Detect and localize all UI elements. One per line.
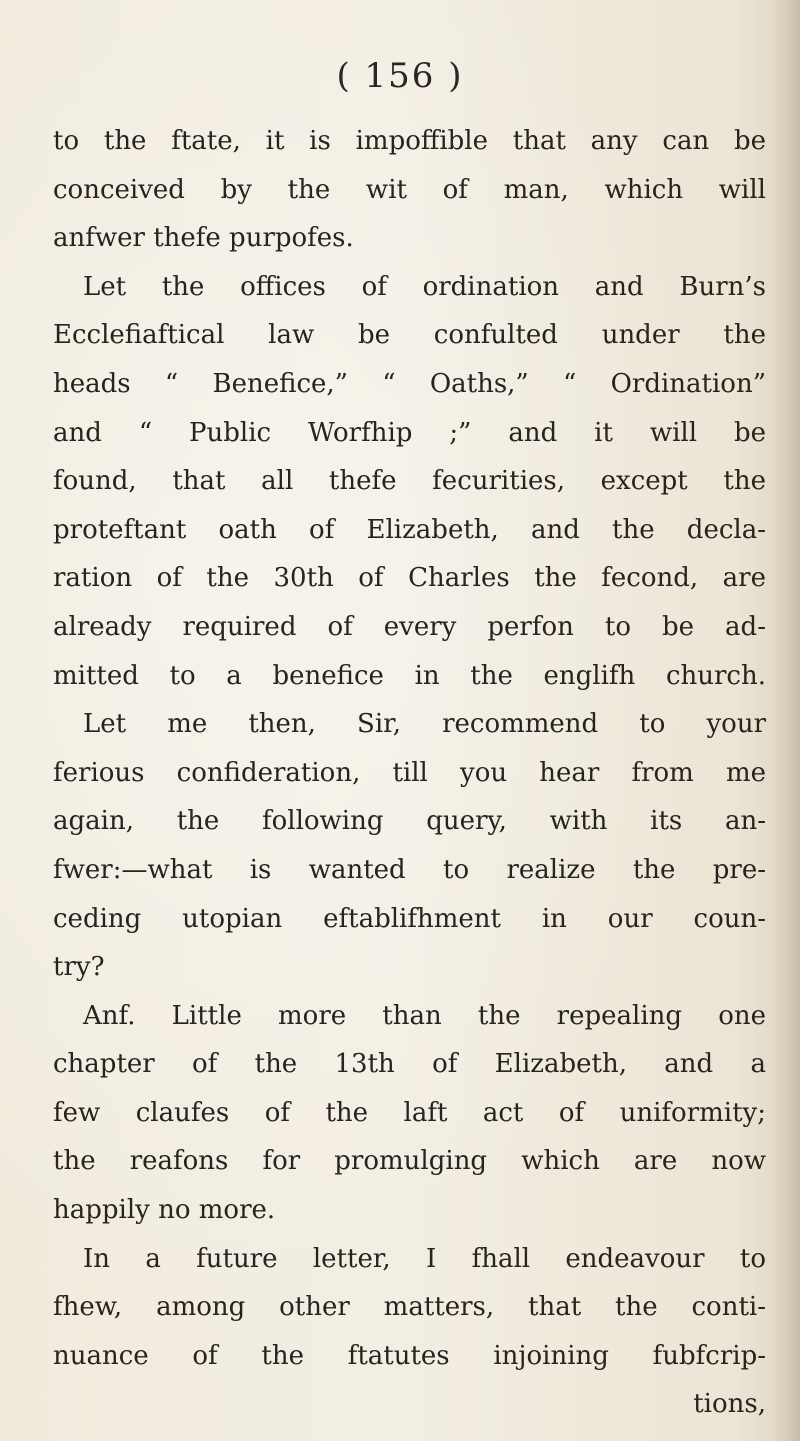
text-line: heads “ Benefice,” “ Oaths,” “ Ordination” xyxy=(53,368,766,399)
text-line: ceding utopian eftablifhment in our coun- xyxy=(53,903,766,934)
text-line: try? xyxy=(53,952,105,983)
text-line: again, the following query, with its an- xyxy=(53,806,766,837)
text-line: mitted to a benefice in the englifh church. xyxy=(53,660,766,691)
text-line: few claufes of the laft act of uniformity; xyxy=(53,1097,766,1128)
text-line: found, that all thefe fecurities, except the xyxy=(53,466,766,497)
text-line: proteftant oath of Elizabeth, and the decla- xyxy=(53,514,766,545)
text-line: already required of every perfon to be ad- xyxy=(53,611,766,642)
text-line: the reafons for promulging which are now xyxy=(53,1146,766,1177)
text-line: Let me then, Sir, recommend to your xyxy=(83,709,766,740)
text-line: Anf. Little more than the repealing one xyxy=(83,1000,766,1031)
body-text xyxy=(53,117,766,1429)
text-line: fhew, among other matters, that the conti- xyxy=(53,1292,766,1323)
text-line: In a future letter, I fhall endeavour to xyxy=(83,1243,766,1274)
text-line: tions, xyxy=(693,1389,766,1420)
text-line: Let the offices of ordination and Burn’s xyxy=(83,271,766,302)
text-line: chapter of the 13th of Elizabeth, and a xyxy=(53,1049,766,1080)
text-line: Ecclefiaftical law be confulted under the xyxy=(53,320,766,351)
text-line: ration of the 30th of Charles the fecond, are xyxy=(53,563,766,594)
text-line: nuance of the ftatutes injoining fubfcrip- xyxy=(53,1340,766,1371)
text-line: to the ftate, it is impoffible that any can be xyxy=(53,126,766,156)
page-number: ( 156 ) xyxy=(336,56,464,96)
page-edge-shadow xyxy=(772,0,800,1441)
text-line: happily no more. xyxy=(53,1195,276,1226)
text-line: and “ Public Worfhip ;” and it will be xyxy=(53,417,766,448)
text-line: ferious confideration, till you hear from me xyxy=(53,757,766,788)
text-line: anfwer thefe purpofes. xyxy=(53,223,354,254)
text-line: fwer:—what is wanted to realize the pre- xyxy=(53,854,766,885)
text-line: conceived by the wit of man, which will xyxy=(53,174,766,205)
